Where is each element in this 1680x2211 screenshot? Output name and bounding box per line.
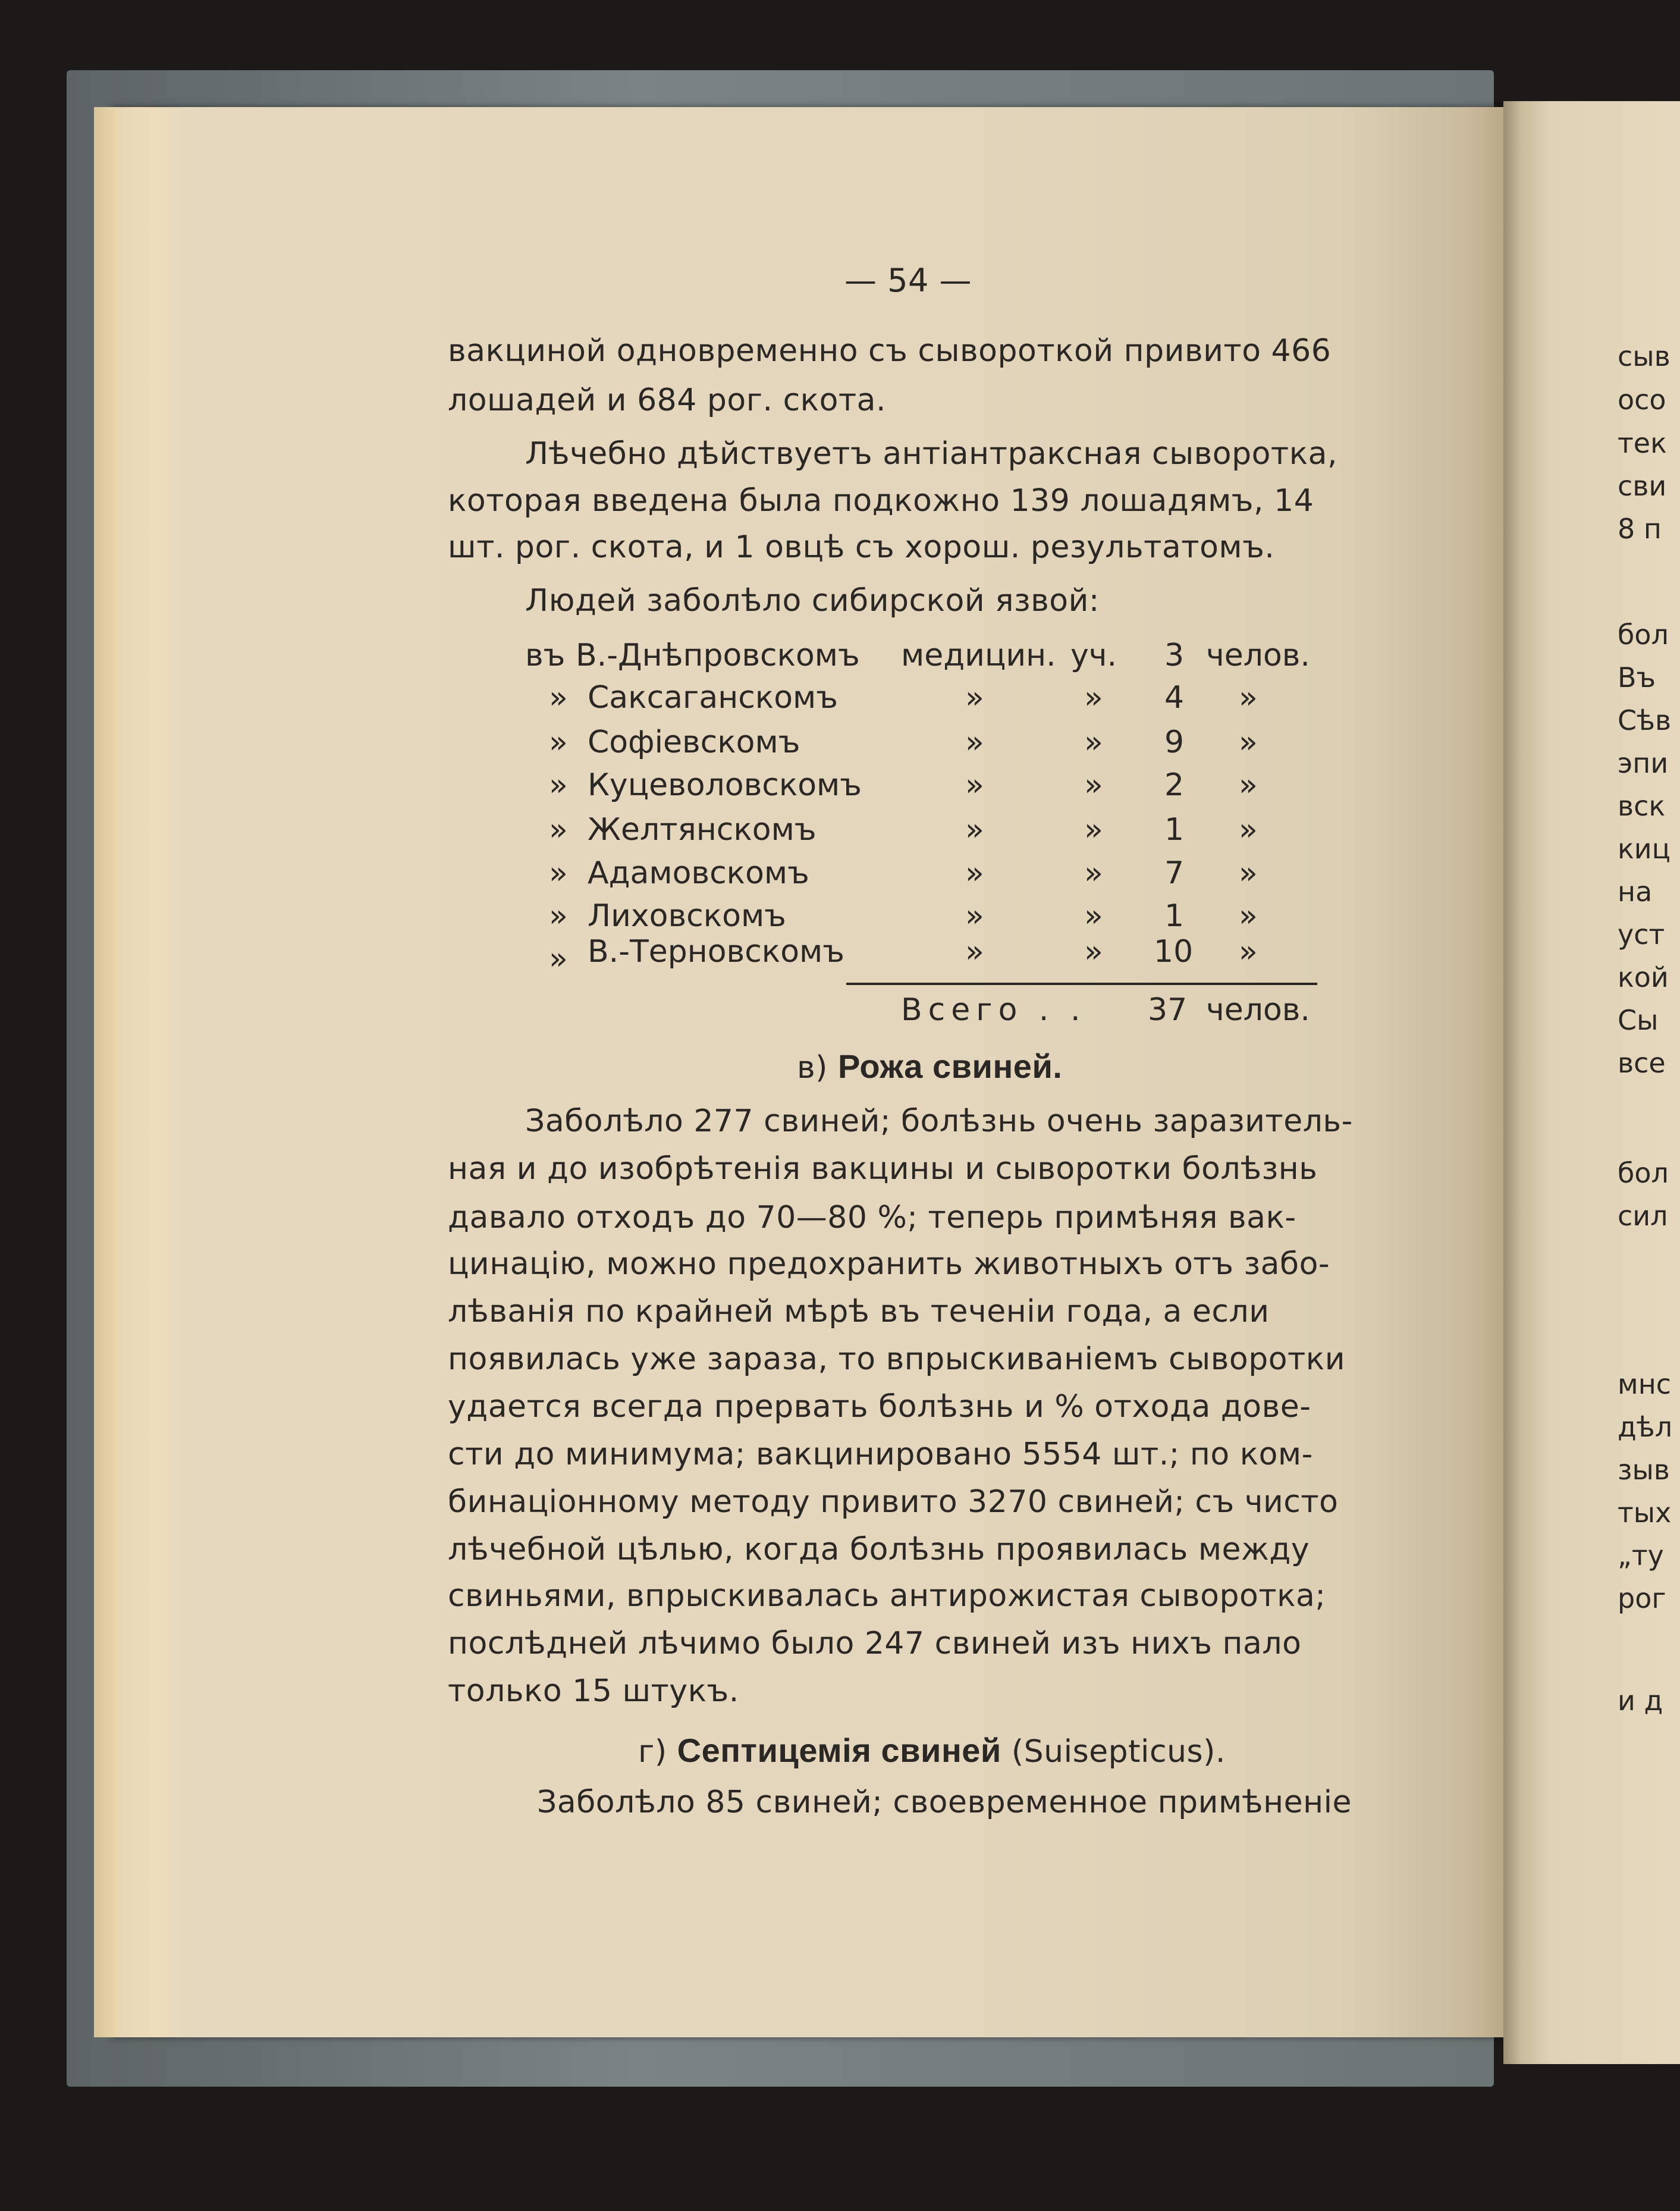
text-line: послѣдней лѣчимо было 247 свиней изъ нихъ пало: [448, 1626, 1302, 1661]
text-line: Людей заболѣло сибирской язвой:: [525, 583, 1100, 619]
section-heading-b: [797, 1047, 1062, 1086]
text-line: бинаціонному методу привито 3270 свиней; съ чисто: [448, 1484, 1339, 1520]
fragment: на: [1618, 876, 1653, 908]
fragment: вск: [1618, 790, 1666, 822]
text-line: свиньями, впрыскивалась антирожистая сыворотка;: [448, 1578, 1326, 1614]
fragment: рог: [1618, 1582, 1666, 1614]
text-line: шт. рог. скота, и 1 овцѣ съ хорош. результатомъ.: [448, 529, 1275, 565]
fragment: Въ: [1618, 661, 1656, 694]
fragment: бол: [1618, 1157, 1669, 1189]
row-col2: »: [965, 812, 984, 848]
section-latin: (Suisepticus).: [1011, 1734, 1226, 1770]
row-col2: »: [965, 898, 984, 934]
row-col3: уч.: [1070, 638, 1117, 673]
row-unit: »: [1239, 767, 1258, 803]
text-line: ная и до изобрѣтенія вакцины и сыворотки болѣзнь: [448, 1151, 1318, 1187]
fragment: „ту: [1618, 1539, 1664, 1572]
text-line: лѣванія по крайней мѣрѣ въ теченіи года, а если: [448, 1294, 1270, 1329]
text-line: вакциной одновременно съ сывороткой привито 466: [448, 333, 1332, 369]
row-prefix: »: [549, 855, 568, 891]
fragment: все: [1618, 1047, 1666, 1079]
row-col2: »: [965, 855, 984, 891]
row-district: Желтянскомъ: [588, 812, 817, 848]
section-marker: в): [797, 1050, 828, 1086]
row-district: В.-Терновскомъ: [588, 934, 844, 970]
section-heading-g: [638, 1731, 1226, 1770]
text-line: которая введена была подкожно 139 лошадямъ, 14: [448, 483, 1314, 519]
fragment: сви: [1618, 470, 1667, 502]
row-prefix: въ: [525, 638, 566, 673]
row-count: 3: [1164, 638, 1185, 673]
row-unit: »: [1239, 812, 1258, 848]
fragment: уст: [1618, 918, 1665, 951]
row-col3: »: [1084, 680, 1103, 716]
row-unit: »: [1239, 725, 1258, 760]
text-line: лошадей и 684 рог. скота.: [448, 382, 887, 418]
row-district: Куцеволовскомъ: [588, 767, 862, 803]
row-col2: »: [965, 725, 984, 760]
row-prefix: »: [549, 767, 568, 803]
row-unit: »: [1239, 855, 1258, 891]
row-col2: медицин.: [901, 638, 1056, 673]
row-district: Саксаганскомъ: [588, 680, 839, 716]
total-value: 37: [1148, 992, 1188, 1028]
row-count: 1: [1164, 898, 1185, 934]
fragment: осо: [1618, 384, 1666, 416]
total-label: Всего . .: [901, 992, 1086, 1028]
row-prefix: »: [549, 812, 568, 848]
fragment: эпи: [1618, 747, 1669, 779]
row-prefix: »: [549, 898, 568, 934]
row-count: 2: [1164, 767, 1185, 803]
fragment: мнс: [1618, 1368, 1672, 1400]
text-line: лѣчебной цѣлью, когда болѣзнь проявилась между: [448, 1532, 1310, 1567]
text-line: только 15 штукъ.: [448, 1673, 739, 1709]
fragment: Сѣв: [1618, 704, 1672, 736]
row-unit: челов.: [1206, 638, 1310, 673]
row-col2: »: [965, 934, 984, 970]
row-prefix: »: [549, 941, 568, 977]
fragment: сил: [1618, 1200, 1668, 1232]
row-col3: »: [1084, 934, 1103, 970]
fragment: и д: [1618, 1685, 1663, 1717]
total-unit: челов.: [1206, 992, 1310, 1028]
text-line: сти до минимума; вакцинировано 5554 шт.; по ком-: [448, 1437, 1313, 1472]
row-col3: »: [1084, 812, 1103, 848]
text-line: Лѣчебно дѣйствуетъ антіантраксная сыворотка,: [525, 436, 1338, 472]
section-title: Септицемія свиней: [677, 1732, 1001, 1769]
fragment: зыв: [1618, 1454, 1670, 1486]
row-prefix: »: [549, 680, 568, 716]
row-count: 1: [1164, 812, 1185, 848]
row-col2: »: [965, 767, 984, 803]
fragment: бол: [1618, 619, 1669, 651]
fragment: кой: [1618, 961, 1669, 993]
text-line: цинацію, можно предохранить животныхъ отъ забо-: [448, 1246, 1330, 1282]
fragment: тых: [1618, 1497, 1672, 1529]
row-col2: »: [965, 680, 984, 716]
row-district: В.-Днѣпровскомъ: [576, 638, 860, 673]
row-count: 4: [1164, 680, 1185, 716]
row-col3: »: [1084, 767, 1103, 803]
text-line: Заболѣло 85 свиней; своевременное примѣненіе: [537, 1785, 1352, 1820]
total-rule: [846, 983, 1317, 985]
row-col3: »: [1084, 855, 1103, 891]
text-line: появилась уже зараза, то впрыскиваніемъ сыворотки: [448, 1341, 1346, 1377]
row-unit: »: [1239, 680, 1258, 716]
row-count: 10: [1154, 934, 1194, 970]
text-line: давало отходъ до 70—80 %; теперь примѣняя вак-: [448, 1200, 1296, 1235]
text-line: Заболѣло 277 свиней; болѣзнь очень заразитель-: [525, 1103, 1353, 1139]
fragment: киц: [1618, 833, 1670, 865]
row-district: Адамовскомъ: [588, 855, 809, 891]
fragment: дѣл: [1618, 1411, 1673, 1443]
fragment: тек: [1618, 427, 1667, 459]
fragment: Сы: [1618, 1004, 1659, 1036]
fragment: 8 п: [1618, 513, 1662, 545]
row-col3: »: [1084, 725, 1103, 760]
row-district: Софіевскомъ: [588, 725, 800, 760]
page-number: — 54 —: [844, 262, 972, 299]
row-count: 9: [1164, 725, 1185, 760]
section-title: Рожа свиней.: [837, 1048, 1063, 1085]
text-line: удается всегда прервать болѣзнь и % отхода дове-: [448, 1389, 1311, 1425]
fragment: сыв: [1618, 340, 1670, 372]
row-unit: »: [1239, 934, 1258, 970]
section-marker: г): [638, 1734, 667, 1770]
row-col3: »: [1084, 898, 1103, 934]
row-unit: »: [1239, 898, 1258, 934]
row-prefix: »: [549, 725, 568, 760]
row-district: Лиховскомъ: [588, 898, 786, 934]
row-count: 7: [1164, 855, 1185, 891]
